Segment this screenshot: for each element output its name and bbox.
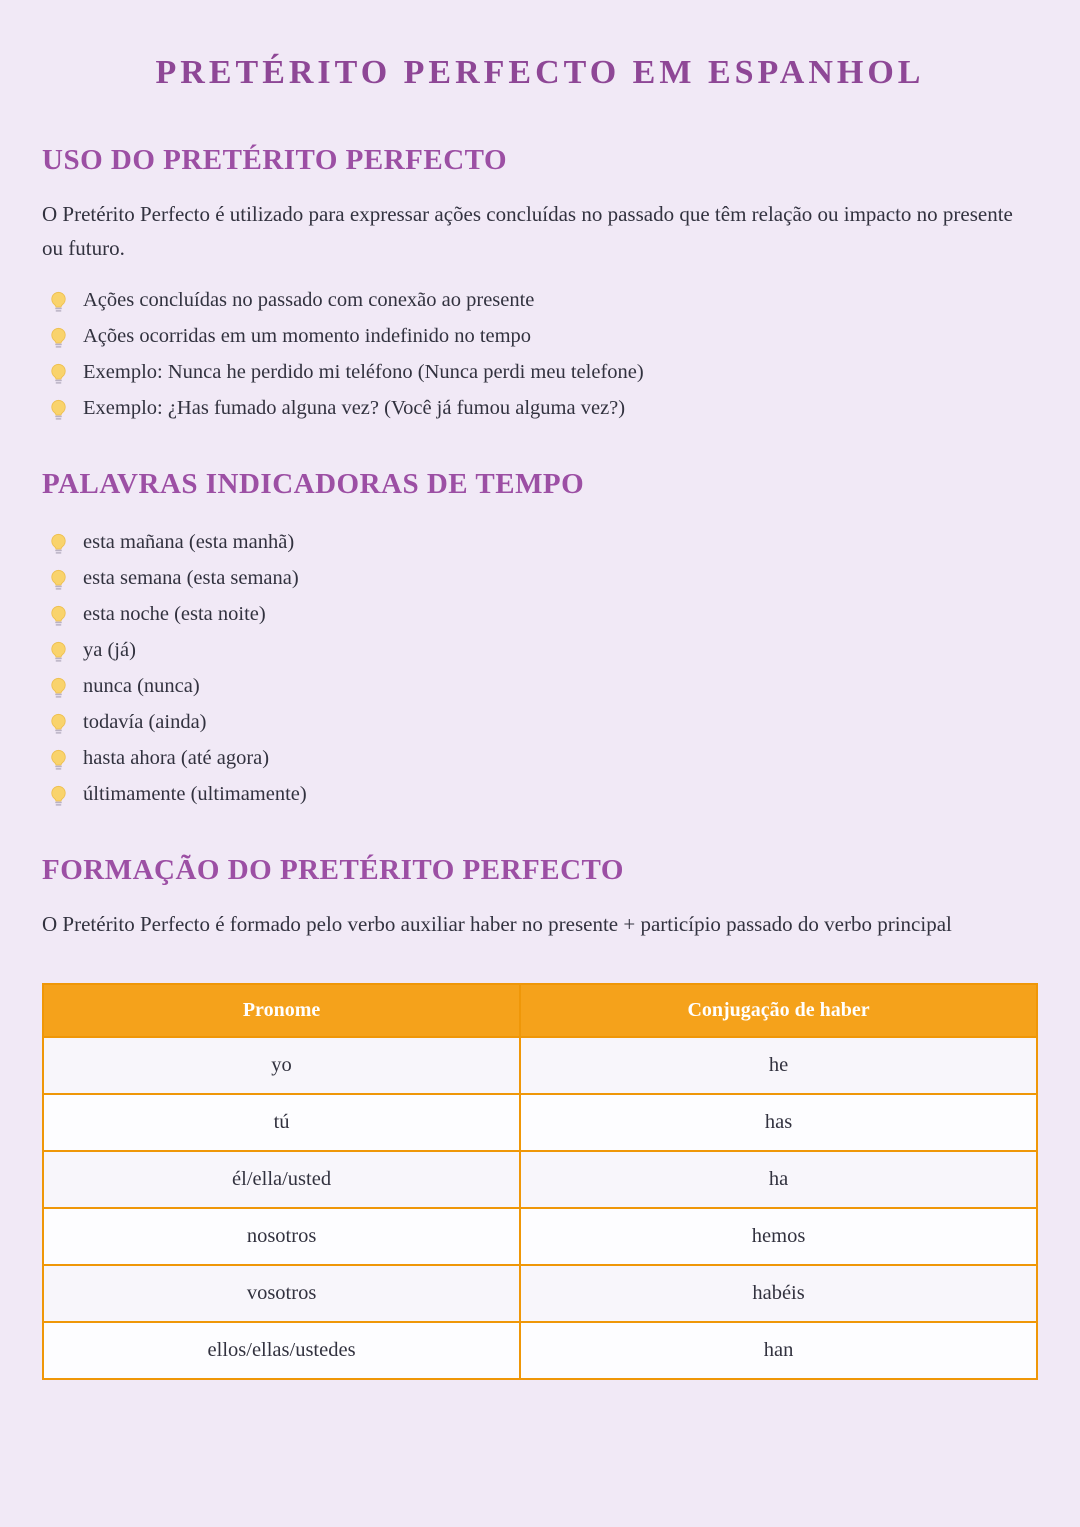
- table-cell-haber: he: [520, 1037, 1037, 1094]
- table-cell-haber: ha: [520, 1151, 1037, 1208]
- list-item: [42, 567, 1038, 592]
- table-cell-haber: habéis: [520, 1265, 1037, 1322]
- bullet-text: ya (já): [83, 639, 136, 662]
- table-row: [43, 1265, 1037, 1322]
- list-item: [42, 603, 1038, 628]
- bullet-list-uso: [42, 289, 1038, 422]
- lightbulb-icon: [50, 569, 67, 592]
- list-item: [42, 747, 1038, 772]
- bullet-text: esta mañana (esta manhã): [83, 531, 295, 554]
- section-uso: [42, 144, 1038, 422]
- list-item: [42, 711, 1038, 736]
- table-cell-pronome: yo: [43, 1037, 520, 1094]
- bullet-text: Ações ocorridas em um momento indefinido no tempo: [83, 325, 532, 348]
- lightbulb-icon: [50, 713, 67, 736]
- table-row: [43, 1322, 1037, 1379]
- conjugation-table: [42, 983, 1038, 1380]
- table-cell-haber: hemos: [520, 1208, 1037, 1265]
- table-row: [43, 1094, 1037, 1151]
- table-cell-haber: han: [520, 1322, 1037, 1379]
- table-row: [43, 1151, 1037, 1208]
- bullet-text: Ações concluídas no passado com conexão ao presente: [83, 289, 535, 312]
- section-paragraph-formacao: O Pretérito Perfecto é formado pelo verbo auxiliar haber no presente + particípio passado do verbo principal: [42, 912, 952, 937]
- list-item: [42, 289, 1038, 314]
- bullet-text: hasta ahora (até agora): [83, 747, 270, 770]
- lightbulb-icon: [50, 291, 67, 314]
- section-heading-formacao: FORMAÇÃO DO PRETÉRITO PERFECTO: [42, 854, 624, 887]
- list-item: [42, 639, 1038, 664]
- lightbulb-icon: [50, 677, 67, 700]
- section-formacao: [42, 854, 1038, 1380]
- lightbulb-icon: [50, 785, 67, 808]
- table-cell-pronome: ellos/ellas/ustedes: [43, 1322, 520, 1379]
- lightbulb-icon: [50, 399, 67, 422]
- lightbulb-icon: [50, 533, 67, 556]
- page-title: PRETÉRITO PERFECTO EM ESPANHOL: [155, 54, 925, 91]
- list-item: [42, 675, 1038, 700]
- bullet-text: Exemplo: ¿Has fumado alguna vez? (Você já fumou alguma vez?): [83, 397, 626, 420]
- list-item: [42, 361, 1038, 386]
- bullet-list-palavras: [42, 531, 1038, 808]
- bullet-text: esta noche (esta noite): [83, 603, 266, 626]
- lightbulb-icon: [50, 605, 67, 628]
- table-cell-pronome: nosotros: [43, 1208, 520, 1265]
- section-heading-uso: USO DO PRETÉRITO PERFECTO: [42, 144, 508, 176]
- lightbulb-icon: [50, 749, 67, 772]
- table-header-row: [43, 984, 1037, 1037]
- bullet-text: todavía (ainda): [83, 711, 207, 734]
- table-cell-haber: has: [520, 1094, 1037, 1151]
- table-row: [43, 1208, 1037, 1265]
- list-item: [42, 783, 1038, 808]
- column-header-haber: Conjugação de haber: [520, 984, 1037, 1037]
- table-cell-pronome: tú: [43, 1094, 520, 1151]
- bullet-text: nunca (nunca): [83, 675, 200, 698]
- bullet-text: últimamente (ultimamente): [83, 783, 307, 806]
- column-header-pronome: Pronome: [43, 984, 520, 1037]
- list-item: [42, 397, 1038, 422]
- list-item: [42, 531, 1038, 556]
- bullet-text: Exemplo: Nunca he perdido mi teléfono (Nunca perdi meu telefone): [83, 361, 644, 384]
- section-paragraph-uso: O Pretérito Perfecto é utilizado para expressar ações concluídas no passado que têm relação ou impacto no presente ou futuro.: [42, 202, 1013, 261]
- bullet-text: esta semana (esta semana): [83, 567, 299, 590]
- lightbulb-icon: [50, 641, 67, 664]
- lightbulb-icon: [50, 363, 67, 386]
- table-cell-pronome: él/ella/usted: [43, 1151, 520, 1208]
- section-palavras: [42, 468, 1038, 808]
- table-row: [43, 1037, 1037, 1094]
- section-heading-palavras: PALAVRAS INDICADORAS DE TEMPO: [42, 468, 585, 501]
- list-item: [42, 325, 1038, 350]
- lightbulb-icon: [50, 327, 67, 350]
- table-cell-pronome: vosotros: [43, 1265, 520, 1322]
